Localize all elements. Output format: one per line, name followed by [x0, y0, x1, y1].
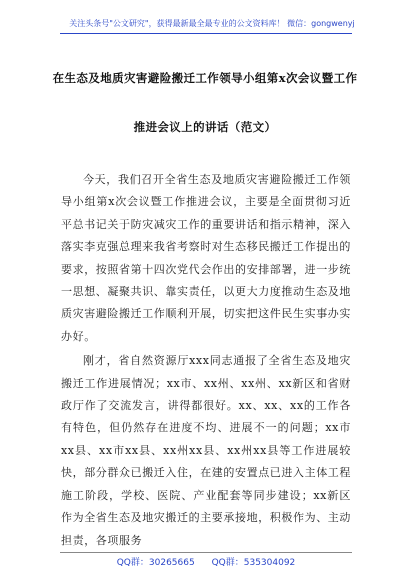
footer-qq-group-1: QQ群：30265665	[116, 558, 195, 568]
header-divider	[60, 33, 352, 34]
footer-divider	[60, 552, 352, 553]
body-paragraph-1: 今天，我们召开全省生态及地质灾害避险搬迁工作领导小组第x次会议暨工作推进会议，主要是全面贯彻习近平总书记关于防灾减灾工作的重要讲话和指示精神，深入落实李克强总理来我省考察时对生态移民搬迁工作提出的要求，按照省第十四次党代会作出的安排部署，进一步统一思想、凝聚共识、靠实责任，以更大力度推动生态及地质灾害避险搬迁工作顺利开展，切实把这件民生实事办实办好。	[61, 173, 351, 343]
page-footer	[60, 556, 352, 570]
document-body	[61, 169, 351, 554]
body-paragraph-2: 刚才，省自然资源厅xxx同志通报了全省生态及地灾搬迁工作进展情况；xx市、xx州、xx州、xx新区和省财政厅作了交流发言，讲得都很好。xx、xx、xx的工作各有特色，但仍然存在进度不均、进展不一的问题；xx市xx县、xx市xx县、xx州xx县、xx州xx县等工作进展较快，部分群众已搬迁入住，在建的安置点已进入主体工程施工阶段，学校、医院、产业配套等同步建设；xx新区作为全省生态及地灾搬迁的主要承接地，积极作为、主动担责，各项服务	[61, 354, 351, 547]
document-title-line-2: 推进会议上的讲话（范文）	[133, 120, 277, 134]
document-title-line-1: 在生态及地质灾害避险搬迁工作领导小组第x次会议暨工作	[52, 71, 358, 85]
footer-qq-group-2: QQ群：535304092	[211, 558, 296, 568]
page-header-notice: 关注头条号"公文研究"，获得最新最全最专业的公文资料库！ 微信：gongwenyj	[69, 19, 355, 28]
